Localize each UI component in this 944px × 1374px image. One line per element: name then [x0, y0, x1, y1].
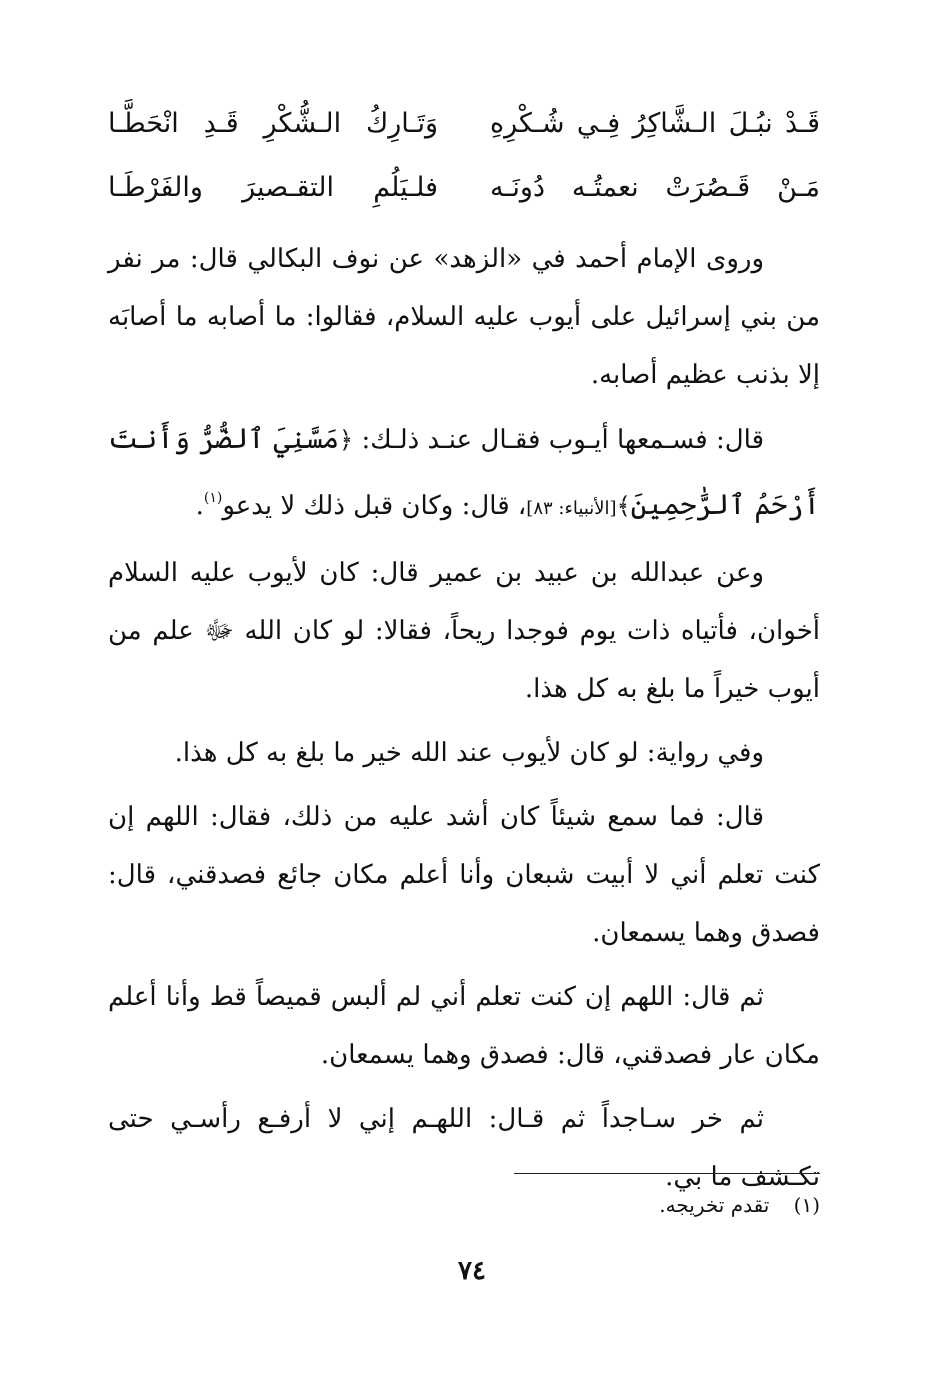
paragraph: [108, 544, 820, 718]
quran-verse: مَسَّنِيَ ٱلضُّرُّ وَأَنتَ أَرْحَمُ ٱلرَّٰحِمِينَ: [108, 422, 820, 521]
footnote-text: تقدم تخريجه.: [659, 1193, 770, 1217]
paragraph-text: ثم خر سـاجداً ثم قـال: اللهـم إني لا أرفـع رأسـي حتى تكـشف ما بي.: [108, 1104, 820, 1192]
paragraph-text: وروى الإمام أحمد في «الزهد» عن نوف البكالي قال: مر نفر من بني إسرائيل على أيوب عليه السلام، فقالوا: ما أصابه ما أصابَه إلا بذنب عظيم أصابه.: [108, 244, 820, 390]
verse-second-hemistich: فلـيَلُمِ التقـصيرَ والفَرْطَـا: [108, 172, 438, 203]
paragraph-text: وفي رواية: لو كان لأيوب عند الله خير ما بلغ به كل هذا.: [174, 738, 764, 768]
page-body: [108, 92, 820, 1212]
verse-line: [108, 92, 820, 156]
paragraph: [108, 1090, 820, 1206]
footnote-divider: [514, 1173, 820, 1174]
paragraph-with-quran: [108, 410, 820, 538]
verse-first-hemistich: مَـنْ قَـصُرَتْ نعمتُـه دُونَـه: [490, 172, 820, 203]
poem-verses: [108, 92, 820, 220]
verse-line: [108, 156, 820, 220]
paragraph-text: وعن عبدالله بن عبيد بن عمير قال: كان لأيوب عليه السلام أخوان، فأتياه ذات يوم فوجدا ريحاً، فقالا: لو كان الله ﷻ علم من أيوب خيراً ما بلغ به كل هذا.: [108, 558, 820, 704]
page-number: ٧٤: [458, 1256, 486, 1286]
paragraph: [108, 230, 820, 404]
footnote: [659, 1190, 820, 1220]
verse-second-hemistich: وَتَـارِكُ الـشُّكْرِ قَـدِ انْحَطَّـا: [108, 108, 438, 139]
paragraph-text: قال: فما سمع شيئاً كان أشد عليه من ذلك، فقال: اللهم إن كنت تعلم أني لا أبيت شبعان وأنا أعلم مكان جائع فصدقني، قال: فصدق وهما يسمعان.: [108, 802, 820, 948]
paragraph: [108, 968, 820, 1084]
quran-reference: [الأنبياء: ٨٣]: [526, 498, 617, 519]
verse-first-hemistich: قَـدْ نبُـلَ الـشَّاكِرُ فِـي شُـكْرِهِ: [490, 108, 820, 139]
paragraph-text: قال: فسـمعها أيـوب فقـال عنـد ذلـك:: [353, 425, 764, 455]
footnote-number: (١): [793, 1193, 820, 1217]
paragraph: [108, 724, 820, 782]
footnote-marker[interactable]: (١): [203, 490, 223, 506]
quran-close-bracket: ﴾: [616, 492, 631, 520]
paragraph: [108, 788, 820, 962]
sentence-end: .: [195, 491, 204, 521]
paragraph-text: ، قال: وكان قبل ذلك لا يدعو: [222, 491, 527, 521]
paragraph-text: ثم قال: اللهم إن كنت تعلم أني لم ألبس قميصاً قط وأنا أعلم مكان عار فصدقني، قال: فصدق وهما يسمعان.: [108, 982, 820, 1070]
quran-open-bracket: ﴿: [339, 426, 354, 454]
